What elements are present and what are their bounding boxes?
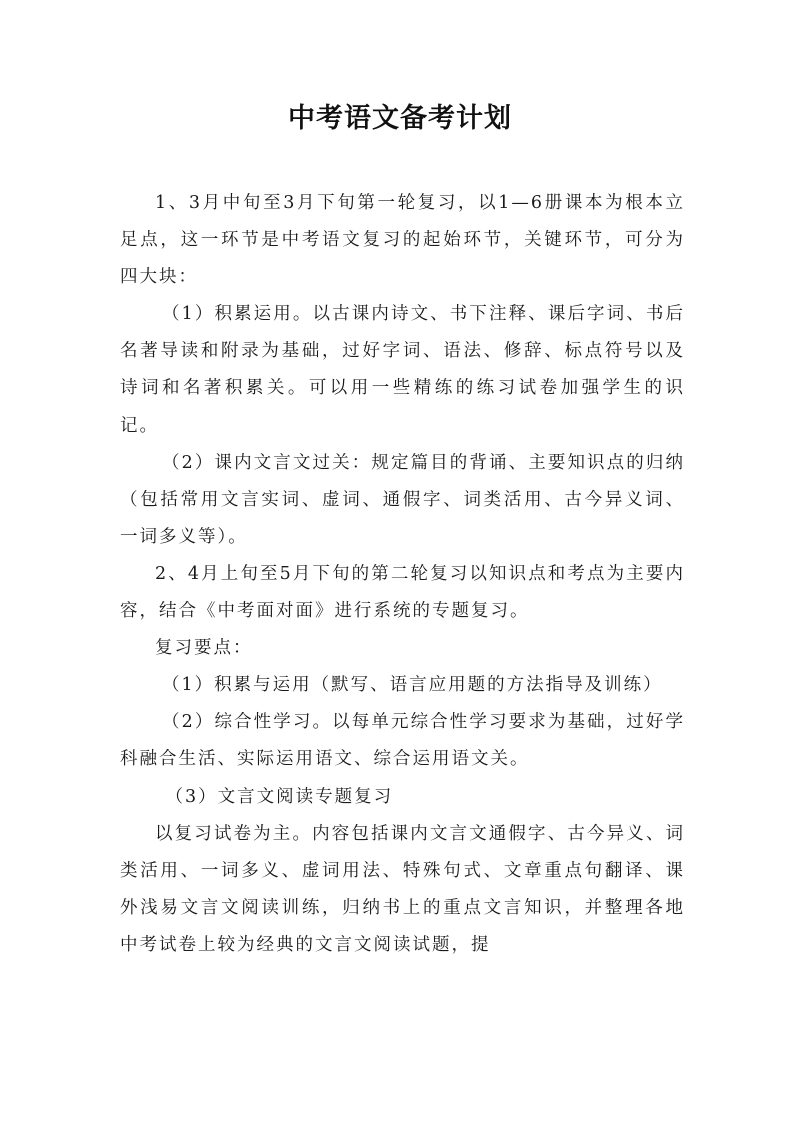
paragraph-accumulation-and-usage: （1）积累与运用（默写、语言应用题的方法指导及训练） bbox=[162, 675, 663, 696]
paragraph-classical-reading-topic: （3）文言文阅读专题复习 bbox=[165, 786, 394, 807]
document-body bbox=[120, 185, 685, 964]
paragraph-first-round-review: 1、3月中旬至3月下旬第一轮复习，以1—6册课本为根本立足点，这一环节是中考语文复习的起始环节，关键环节，可分为四大块： bbox=[120, 193, 685, 288]
paragraph-accumulation-usage: （1）积累运用。以古课内诗文、书下注释、课后字词、书后名著导读和附录为基础，过好字词、语法、修辞、标点符号以及诗词和名著积累关。可以用一些精练的练习试卷加强学生的识记。 bbox=[120, 304, 685, 436]
paragraph-review-test-papers: 以复习试卷为主。内容包括课内文言文通假字、古今异义、词类活用、一词多义、虚词用法、特殊句式、文章重点句翻译、课外浅易文言文阅读训练，归纳书上的重点文言知识，并整理各地中考试卷上较为经典的文言文阅读试题，提 bbox=[120, 823, 685, 955]
paragraph-classical-chinese-pass: （2）课内文言文过关：规定篇目的背诵、主要知识点的归纳（包括常用文言实词、虚词、通假字、词类活用、古今异义词、一词多义等）。 bbox=[120, 452, 685, 547]
paragraph-review-points-heading: 复习要点： bbox=[155, 638, 253, 659]
paragraph-comprehensive-learning: （2）综合性学习。以每单元综合性学习要求为基础，过好学科融合生活、实际运用语文、综合运用语文关。 bbox=[120, 712, 685, 770]
paragraph-second-round-review: 2、4月上旬至5月下旬的第二轮复习以知识点和考点为主要内容，结合《中考面对面》进行系统的专题复习。 bbox=[120, 563, 685, 622]
document-title: 中考语文备考计划 bbox=[288, 103, 512, 134]
